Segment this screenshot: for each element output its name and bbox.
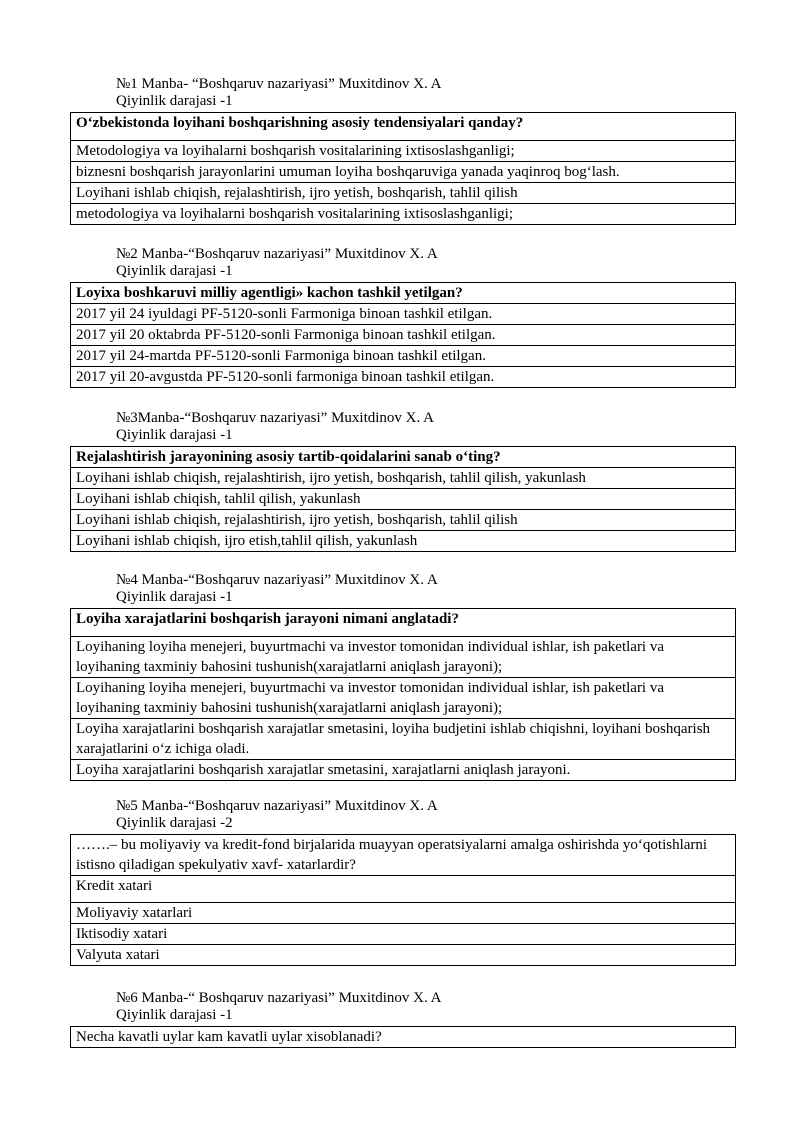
answer-option: Metodologiya va loyihalarni boshqarish vositalarining ixtisoslashganligi;: [71, 141, 736, 162]
question-table: [70, 1026, 736, 1048]
difficulty-line: Qiyinlik darajasi -1: [116, 1007, 233, 1023]
source-line: №4 Manba-“Boshqaruv nazariyasi” Muxitdinov X. A: [116, 572, 438, 588]
answer-option: 2017 yil 20 oktabrda PF-5120-sonli Farmoniga binoan tashkil etilgan.: [71, 325, 736, 346]
question-table: [70, 282, 736, 388]
question-table: [70, 834, 736, 966]
answer-option: Loyihani ishlab chiqish, tahlil qilish, yakunlash: [71, 489, 736, 510]
answer-option: Loyiha xarajatlarini boshqarish xarajatlar smetasini, xarajatlarni aniqlash jarayoni.: [71, 760, 736, 781]
answer-option: Iktisodiy xatari: [71, 924, 736, 945]
difficulty-line: Qiyinlik darajasi -1: [116, 589, 233, 605]
answer-option: biznesni boshqarish jarayonlarini umuman loyiha boshqaruviga yanada yaqinroq bog‘lash.: [71, 162, 736, 183]
answer-option: 2017 yil 20-avgustda PF-5120-sonli farmoniga binoan tashkil etilgan.: [71, 367, 736, 388]
answer-option: metodologiya va loyihalarni boshqarish vositalarining ixtisoslashganligi;: [71, 204, 736, 225]
question-block-5: [70, 798, 736, 966]
question-text: Loyiha xarajatlarini boshqarish jarayoni nimani anglatadi?: [71, 609, 736, 637]
answer-option: 2017 yil 24 iyuldagi PF-5120-sonli Farmoniga binoan tashkil etilgan.: [71, 304, 736, 325]
answer-option: Loyihaning loyiha menejeri, buyurtmachi va investor tomonidan individual ishlar, ish paketlari va loyihaning taxminiy bahosini tushunish(xarajatlarni aniqlash jarayoni);: [71, 637, 736, 678]
question-text: Loyixa boshkaruvi milliy agentligi» kachon tashkil yetilgan?: [71, 283, 736, 304]
answer-option: 2017 yil 24-martda PF-5120-sonli Farmoniga binoan tashkil etilgan.: [71, 346, 736, 367]
answer-option: Loyihani ishlab chiqish, rejalashtirish, ijro yetish, boshqarish, tahlil qilish: [71, 183, 736, 204]
question-text: O‘zbekistonda loyihani boshqarishning asosiy tendensiyalari qanday?: [71, 113, 736, 141]
difficulty-line: Qiyinlik darajasi -2: [116, 815, 233, 831]
question-text: …….– bu moliyaviy va kredit-fond birjalarida muayyan operatsiyalarni amalga oshirishda yo‘qotishlarni istisno qiladigan spekulyativ xavf- xatarlardir?: [71, 835, 736, 876]
question-text: Necha kavatli uylar kam kavatli uylar xisoblanadi?: [71, 1027, 736, 1048]
question-block-1: [70, 76, 736, 225]
source-line: №3Manba-“Boshqaruv nazariyasi” Muxitdinov X. A: [116, 410, 434, 426]
answer-option: Loyihaning loyiha menejeri, buyurtmachi va investor tomonidan individual ishlar, ish paketlari va loyihaning taxminiy bahosini tushunish(xarajatlarni aniqlash jarayoni);: [71, 678, 736, 719]
difficulty-line: Qiyinlik darajasi -1: [116, 427, 233, 443]
answer-option: Loyihani ishlab chiqish, rejalashtirish, ijro yetish, boshqarish, tahlil qilish: [71, 510, 736, 531]
source-line: №2 Manba-“Boshqaruv nazariyasi” Muxitdinov X. A: [116, 246, 438, 262]
question-block-2: [70, 246, 736, 388]
difficulty-line: Qiyinlik darajasi -1: [116, 263, 233, 279]
difficulty-line: Qiyinlik darajasi -1: [116, 93, 233, 109]
question-table: [70, 608, 736, 781]
question-table: [70, 112, 736, 225]
question-block-6: [70, 990, 736, 1048]
source-line: №5 Manba-“Boshqaruv nazariyasi” Muxitdinov X. A: [116, 798, 438, 814]
answer-option: Valyuta xatari: [71, 945, 736, 966]
question-block-4: [70, 572, 736, 781]
answer-option: Moliyaviy xatarlari: [71, 903, 736, 924]
answer-option: Loyihani ishlab chiqish, ijro etish,tahlil qilish, yakunlash: [71, 531, 736, 552]
answer-option: Kredit xatari: [71, 876, 736, 903]
source-line: №1 Manba- “Boshqaruv nazariyasi” Muxitdinov X. A: [116, 76, 442, 92]
question-table: [70, 446, 736, 552]
answer-option: Loyiha xarajatlarini boshqarish xarajatlar smetasini, loyiha budjetini ishlab chiqishni, loyihani boshqarish xarajatlarini o‘z ichiga oladi.: [71, 719, 736, 760]
answer-option: Loyihani ishlab chiqish, rejalashtirish, ijro yetish, boshqarish, tahlil qilish, yakunlash: [71, 468, 736, 489]
source-line: №6 Manba-“ Boshqaruv nazariyasi” Muxitdinov X. A: [116, 990, 442, 1006]
question-block-3: [70, 410, 736, 552]
question-text: Rejalashtirish jarayonining asosiy tartib-qoidalarini sanab o‘ting?: [71, 447, 736, 468]
